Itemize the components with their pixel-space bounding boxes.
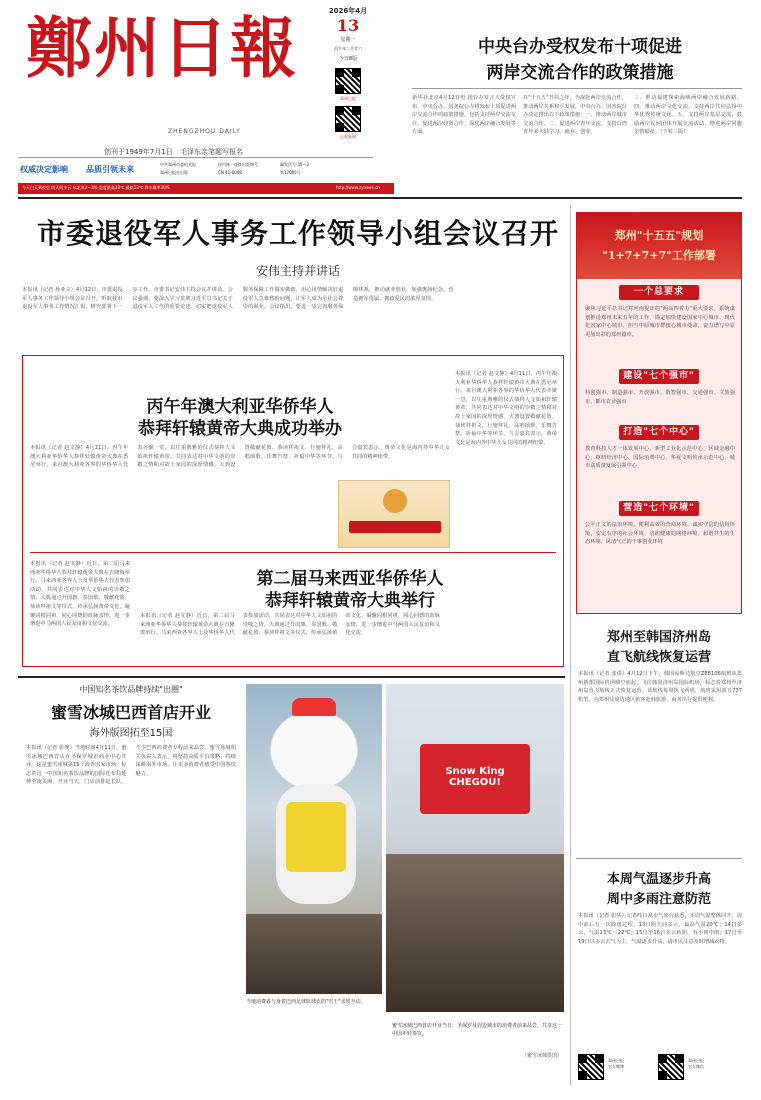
header-rule [18,197,742,199]
lead-body: 本报讯（记者 孙亚文）4月12日，市委退役军人事务工作领导小组会议召开，听取我市退役军人事务工作情况汇报，研究部署下一步工作。市委书记安伟主持会议并讲话。会议强调，要深入学习贯彻习近平总书记关于退役军人工作的重要论述，切实把退役军人服务保障工作做实做细，用心用情解决好退役军人急难愁盼问题，让军人成为全社会尊崇的职业。会议指出，要进一步完善服务保障体系，推动就业创业，加强褒扬纪念，营造拥军优属、拥政爱民的浓厚氛围。 [22,287,454,311]
poster-banner [349,521,441,533]
feature-divider [30,552,556,553]
mascot-caption: 当地消费者与身着巴西足球队球衣的"雪王"亲密互动。 [246,999,366,1005]
top-story-rule [412,88,742,89]
qr-code-icon[interactable] [578,1054,604,1080]
page-count: 今日8版 [338,56,358,62]
lead-subhead: 安伟主持并讲话 [255,264,340,278]
weather-body: 本报讯（记者 张华）记者昨日从市气象台获悉，本周气温整体回升，周中前后有一次降雨过程。13日阴天间多云，最高气温20℃；14日多云，气温13℃～22℃；15日至16日多云转阴，有小到中雨；17日至19日以多云天气为主，气温逐步升高，请市民注意及时增减衣物。 [578,913,742,945]
cn-label: 国内统一连续出版物号 [218,162,258,167]
sidebar-banner-2: "1+7+7+7"工作部署 [602,249,716,262]
issue-number: 第17005号 [280,170,301,175]
queue [386,854,564,1012]
feature-1-side-body: 本报讯（记者 赵文静）4月11日，丙午年澳大利亚华侨华人恭拜轩辕黄帝大典在悉尼举行。来自澳大利亚各界的华侨华人代表齐聚一堂，以庄重典雅的仪式恭拜人文始祖轩辕黄帝，共同表达对中华文明的崇敬之情和对故土家园的深厚情感。大典设置敬献花篮、恭读拜祖文、行施拜礼、高唱颂歌、乐舞告祭、祈福中华等环节。与会嘉宾表示，黄帝文化是海内外中华儿女共同的精神纽带。 [455,371,557,446]
crowd [246,914,382,994]
aviation-headline-1: 郑州至韩国济州岛 [606,630,711,645]
date-year-month: 2026年4月 [328,7,368,15]
publisher-2: 郑州日报社出版 [160,170,188,175]
qr-label-wechat: 郑州日报 官方微信 [688,1058,704,1069]
brand-subhead: 海外版图拓至15国 [89,728,173,739]
post-code: 邮发代号:35—3 [280,162,309,167]
brand-kicker: 中国知名茶饮品牌持续"出圈" [79,685,183,694]
weather-strip [18,183,394,194]
date-day: 13 [336,16,360,35]
aviation-body: 本报讯（记者 张倩）4月12日下午，韩国易斯达航空ZE8106航班从郑州新郑国际机场腾空而起，飞往韩国济州岛国际机场，标志着郑州至济州岛直飞航线正式恢复运营。该航线每周执飞两班，航班采用波音737机型，为郑州及周边地区旅客赴韩旅游、商务出行提供便利。 [578,671,742,703]
sidebar-section-4-body: 公平正义的法治环境、便利高效的营商环境、诚实守信的信用环境、安定有序的社会环境、清朗健康的网络环境、和谐共生的生态环境、风清气正的干事创业环境 [585,522,735,546]
event-poster-image [338,480,450,548]
sidebar-section-2-body: 科创强市、制造强市、开放强市、数智强市、交通强市、文旅强市、都市农业强市 [585,390,735,405]
feature-2-headline-1: 第二届马来西亚华侨华人 [256,569,444,589]
top-story-col-2: 在"十五五"开局之年，为深化两岸交流合作，推动两岸关系和平发展，中央台办、国务院台办决定推出以下政策措施：一、推动两岸城市交流合作。二、促进两岸青年交流，支持台湾青年来大陆学习、就业、创业。 [523,95,627,136]
top-story-col-1: 新华社北京4月12日电 国台办发言人受权宣布，中央台办、国务院台办将发布十项促进两岸交流合作的政策措施，包括支持两岸交流交往、促进两岸经贸合作、深化两岸融合发展等方面。 [412,95,516,136]
sidebar-section-4-title: 营造"七个环境" [619,501,699,516]
website-link[interactable]: http://www.zynews.cn [336,185,380,190]
feature-1-body: 本报讯（记者 赵文静）4月11日，丙午年澳大利亚华侨华人恭拜轩辕黄帝大典在悉尼举行。来自澳大利亚各界的华侨华人代表齐聚一堂，以庄重典雅的仪式恭拜人文始祖轩辕黄帝，共同表达对中华文明的崇敬之情和对故土家园的深厚情感。大典设置敬献花篮、恭读拜祖文、行施拜礼、高唱颂歌、乐舞告祭、祈福中华等环节。与会嘉宾表示，黄帝文化是海内外中华儿女共同的精神纽带。 [30,445,450,469]
mascot-head [270,710,358,790]
top-story-headline-2: 两岸交流合作的政策措施 [486,63,674,83]
sidebar-section-1-body: 聚焦习近平总书记对河南提出的"两高四着力"重大要求，系统谋划推进郑州未来五年的工作，锚定加快建设国家中心城市、现代化国家中心城市，担当中原城市群核心城市使命，奋力谱写中原更加出彩的郑州篇章。 [585,306,735,338]
qr-code-icon[interactable] [335,68,361,94]
brand-headline: 蜜雪冰城巴西首店开业 [50,703,211,722]
sidebar-section-3-body: 教育科技人才一体发展中心、新型工业化示范中心、区域金融中心、枢纽经济中心、国际消费中心、华夏文明传承示范中心、城市高质量发展引领中心 [585,446,735,470]
brand-body: 本报讯（记者 张琬）当地时间4月11日，蜜雪冰城巴西首店在圣保罗城市商业中心开业。这是蜜雪冰城第15个海外国家市场，标志着这一中国知名茶饮品牌的国际化布局延伸至南美洲。开业当天，门店前排起长队，不少巴西消费者专程前来品尝。蜜雪冰城相关负责人表示，将坚持高质平价策略，持续深耕海外市场，让更多消费者感受中国茶饮魅力。 [26,745,236,786]
top-story-col-3: 三、推动福建探索海峡两岸融合发展新路。四、推动两岸文化交流，支持两岸共同弘扬中华优秀传统文化。五、支持两岸基层交流，鼓励两岸民间团体开展交流活动，增进两岸同胞亲情福祉。（下转三版） [634,95,742,136]
slogan-bar [18,161,378,183]
weather-text: 今天白天到夜里 阴天间多云 东北风2—3级 温度最高20℃ 最低13℃ 降水概率30% [22,185,170,190]
slogan-left: 权威决定影响 [20,165,68,174]
weather-headline-1: 本周气温逐步升高 [606,872,711,887]
photo-credit: （蜜雪冰城供图） [521,1053,562,1059]
mascot-jersey [286,802,346,872]
weekday: 星期一 [340,37,356,43]
publisher-1: 中共郑州市委机关报 [160,162,196,167]
slogan-right: 品质引领未来 [86,165,134,174]
qr-code-icon[interactable] [658,1054,684,1080]
feature-2-headline-2: 恭拜轩辕黄帝大典举行 [265,591,435,611]
feature-1-headline-2: 恭拜轩辕黄帝大典成功举办 [138,419,342,439]
brand-top-rule [18,676,565,678]
date-panel [323,6,373,151]
column-rule [570,205,571,1085]
feature-1-headline-1: 丙午年澳大利亚华侨华人 [146,397,334,417]
sidebar-section-3-title: 打造"七个中心" [619,425,699,440]
founded-line: 创刊于1949年7月1日 毛泽东亲笔题写报名 [104,148,243,156]
mascot-crown [292,698,336,716]
sidebar-section-2-title: 建设"七个强市" [619,369,699,384]
cn-number: CN 41-0048 [218,170,242,175]
top-story-headline-1: 中央台办受权发布十项促进 [478,37,682,57]
poster-sun-icon [383,489,407,513]
qr-label-weibo: 郑州日报 官方微博 [608,1058,624,1069]
sidebar-divider [576,858,742,859]
store-caption: 蜜雪冰城巴西首店开业当日，圣保罗及周边城市的消费者前来品尝，共享这一中国年轻茶饮。 [392,1023,563,1037]
sidebar-banner [577,213,741,279]
sidebar-section-1-title: 一个总要求 [619,285,699,300]
weather-headline-2: 周中多雨注意防范 [606,892,711,907]
feature-2-body: 本报讯（记者 赵文静）近日，第二届马来西亚华侨华人恭拜轩辕黄帝大典在吉隆坡举行。马来西亚各界人士及华侨华人代表参加活动，共同表达对中华人文始祖的崇敬之情。大典通过升国旗、奏国歌、敬献花篮、恭读拜祖文等仪式，传承弘扬黄帝文化，凝聚同根同祖、同心同德的血脉亲情，进一步增进中马两国人民友谊和文化交流。 [30,561,130,628]
plan-sidebar [576,212,742,614]
sidebar-banner-1: 郑州"十五五"规划 [614,229,704,242]
qr-code-icon[interactable] [335,106,361,132]
aviation-headline-2: 直飞航线恢复运营 [606,650,711,665]
masthead-title: 鄭州日報 [26,9,298,87]
qr-caption-2: 正观新闻 [340,134,356,139]
qr-caption-1: 郑州日报 [340,96,356,101]
lead-headline: 市委退役军人事务工作领导小组会议召开 [36,217,559,250]
lunar-date: 丙午年二月廿六 [334,46,362,51]
feature-2-body-2: 本报讯（记者 赵文静）近日，第二届马来西亚华侨华人恭拜轩辕黄帝大典在吉隆坡举行。马来西亚各界人士及华侨华人代表参加活动，共同表达对中华人文始祖的崇敬之情。大典通过升国旗、奏国歌、敬献花篮、恭读拜祖文等仪式，传承弘扬黄帝文化，凝聚同根同祖、同心同德的血脉亲情，进一步增进中马两国人民友谊和文化交流。 [140,613,440,637]
store-sign-text: Snow King CHEGOU! [445,766,505,788]
masthead-divider [18,157,373,158]
store-photo [386,684,564,1012]
masthead-pinyin: ZHENGZHOU DAILY [168,128,241,135]
mascot-photo [246,684,382,994]
